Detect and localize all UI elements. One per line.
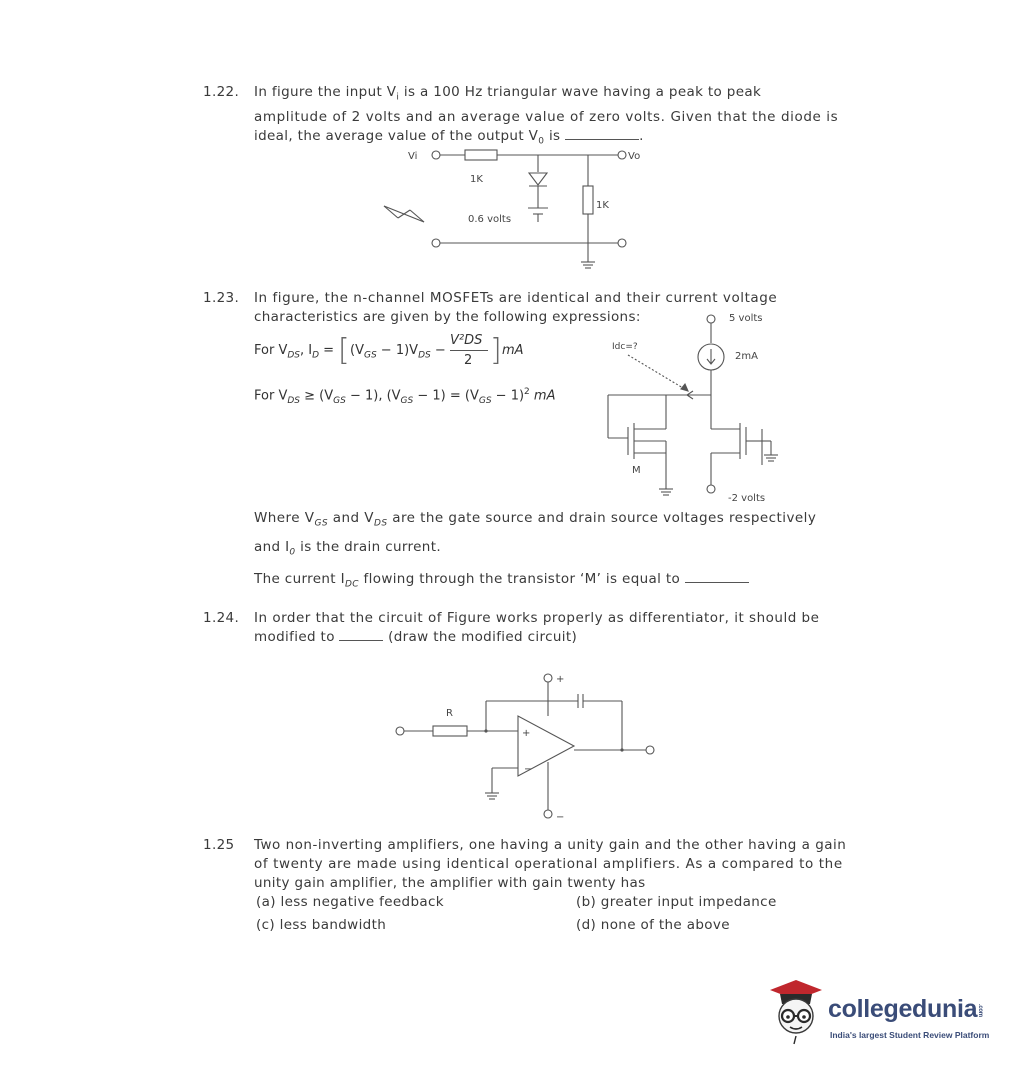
formula-saturation-region: For $V_{DS} \ge (V_{GS} - 1)$, $(V_{GS} - 1) = (V_{GS} - 1)^2$ mA [254, 387, 556, 406]
label-noninverting: + [522, 728, 531, 739]
question-text: Two non-inverting amplifiers, one having a unity gain and the other having a gain of twenty are made using identical operational amplifiers. As a compared to the unity gain amplifier, the amplifier with gain twenty has [254, 837, 847, 891]
question-text: In figure, the n-channel MOSFETs are identical and their current voltage characteristics are given by the following expressions: [254, 290, 778, 325]
circuit-diode-clipper [370, 142, 670, 272]
label-idc: Idc=? [612, 342, 638, 352]
label-5v: 5 volts [729, 313, 763, 324]
label-vo: Vo [628, 151, 641, 162]
label-plus-supply: + [556, 674, 565, 685]
question-number: 1.23. [203, 290, 240, 306]
option-b[interactable]: (b) greater input impedance [576, 894, 777, 910]
label-inverting: − [524, 764, 533, 775]
triangle-wave-icon [384, 206, 424, 222]
answer-blank [339, 628, 383, 641]
formula-linear-region: For $V_{DS}$, $I_D$ = [ $(V_{GS} - 1)V_{DS}$ − V²DS 2 ] mA [254, 333, 524, 368]
logo-wordmark: collegedunia.com [828, 995, 984, 1023]
question-number: 1.24. [203, 610, 240, 626]
label-minus-supply: − [556, 812, 565, 823]
question-text: In order that the circuit of Figure works properly as differentiator, it should be modified to (draw the modified circuit) [254, 610, 820, 645]
circuit-current-mirror [590, 305, 850, 505]
label-r1: 1K [470, 174, 483, 185]
label-vi: Vi [408, 151, 418, 162]
circuit-op-amp [390, 668, 670, 828]
answer-blank [565, 127, 639, 140]
question-number: 1.25 [203, 837, 235, 853]
label-2ma: 2mA [735, 351, 758, 362]
label-r2: 1K [596, 200, 609, 211]
logo-tagline: India's largest Student Review Platform [830, 1030, 990, 1040]
answer-blank [685, 570, 749, 583]
label-r: R [446, 708, 453, 719]
option-d[interactable]: (d) none of the above [576, 917, 730, 933]
label-minus-2v: -2 volts [728, 493, 766, 504]
option-c[interactable]: (c) less bandwidth [256, 917, 387, 933]
option-a[interactable]: (a) less negative feedback [256, 894, 444, 910]
label-m: M [632, 465, 641, 476]
collegedunia-mascot-icon [766, 978, 826, 1048]
label-battery: 0.6 volts [468, 214, 512, 225]
question-number: 1.22. [203, 84, 240, 100]
question-text: In figure the input $V_i$ is a 100 Hz triangular wave having a peak to peak amplitude of 2 volts and an average value of zero volts. Given that the diode is ideal, the average value of the output $V_0$ is . [254, 84, 839, 147]
